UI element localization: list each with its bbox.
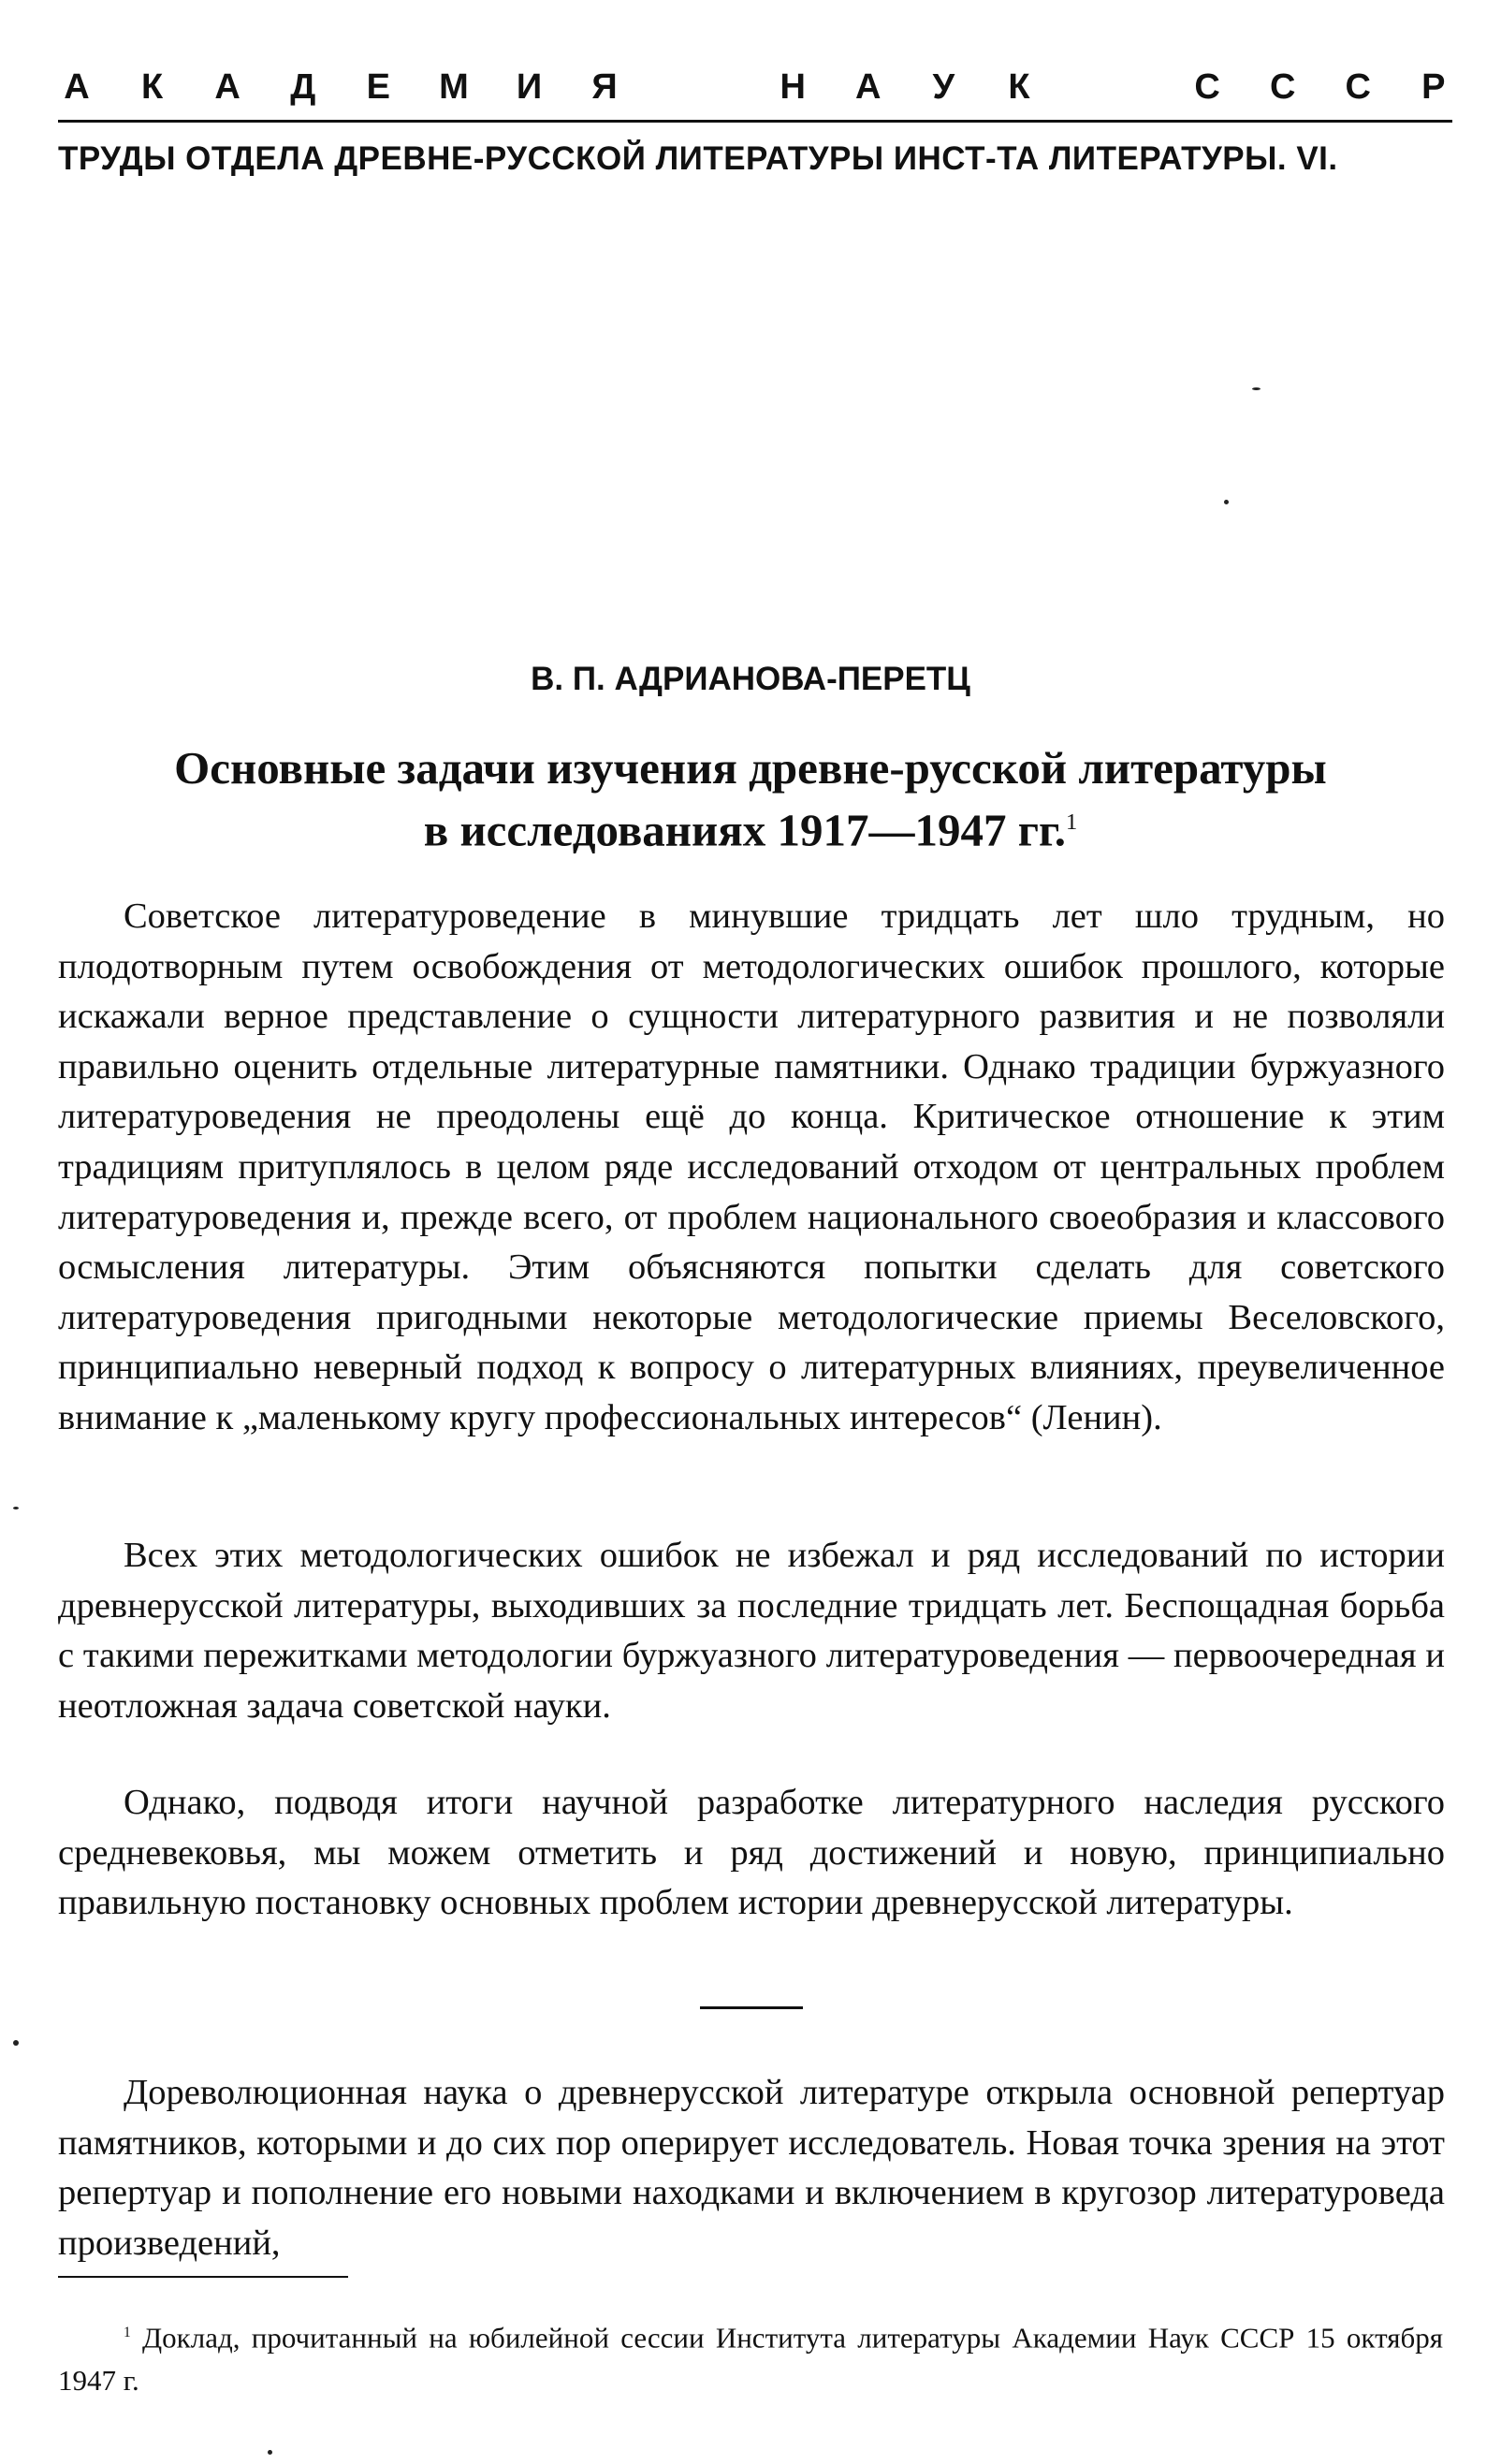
- series-title: ТРУДЫ ОТДЕЛА ДРЕВНЕ-РУССКОЙ ЛИТЕРАТУРЫ ИНСТ-ТА ЛИТЕРАТУРЫ. VI.: [58, 140, 1338, 177]
- scan-speck: [268, 2450, 272, 2455]
- academy-letter: К: [1008, 67, 1030, 107]
- scan-speck: [13, 2040, 19, 2046]
- academy-letter: Е: [366, 67, 390, 107]
- academy-letter: Д: [290, 67, 316, 107]
- title-line-1: Основные задачи изучения древне-русской литературы: [174, 742, 1327, 794]
- author-name: В. П. АДРИАНОВА-ПЕРЕТЦ: [531, 661, 970, 697]
- academy-letter: Н: [780, 67, 806, 107]
- paragraph-1: Советское литературоведение в минувшие тридцать лет шло трудным, но плодотворным путем освобождения от методологических ошибок прошлого, которые искажали верное представление о сущности литературного развития и не позволяли правильно оценить отдельные литературные памятники. Однако традиции буржуазного литературоведения не преодолены ещё до конца. Критическое отношение к этим традициям притуплялось в целом ряде исследований отходом от центральных проблем литературоведения и, прежде всего, от проблем национального своеобразия и классового осмысления литературы. Этим объясняются попытки сделать для советского литературоведения пригодными некоторые методологические приемы Веселовского, принципиально неверный подход к вопросу о литературных влияниях, преувеличенное внимание к „маленькому кругу профессиональных интересов“ (Ленин).: [58, 897, 1445, 1437]
- academy-letter: К: [140, 67, 164, 107]
- word-gap: [662, 67, 736, 108]
- section-divider: [700, 2006, 803, 2009]
- footnote: [58, 2311, 1443, 2402]
- academy-letter: А: [214, 67, 240, 107]
- footnote-marker: 1: [1066, 809, 1078, 835]
- paragraph-4: Дореволюционная наука о древнерусской литературе открыла основной репертуар памятников, которыми и до сих пор оперирует исследователь. Новая точка зрения на этот репертуар и пополнение его новыми находками и включением в кругозор литературоведа произведений,: [58, 2073, 1445, 2263]
- academy-letter: А: [64, 67, 90, 107]
- academy-letter: У: [932, 67, 955, 107]
- academy-letter: М: [439, 67, 469, 107]
- academy-letter: С: [1269, 67, 1296, 107]
- academy-letter: Р: [1421, 67, 1446, 107]
- paragraph-3: Однако, подводя итоги научной разработке литературного наследия русского средневековья, мы можем отметить и ряд достижений и новую, принципиально правильную постановку основных проблем истории древнерусской литературы.: [58, 1783, 1445, 1923]
- title-line-2-text: в исследованиях 1917—1947 гг.: [423, 804, 1066, 856]
- article-title: [58, 741, 1443, 857]
- academy-letter: С: [1345, 67, 1371, 107]
- academy-letter: С: [1194, 67, 1220, 107]
- footnote-number: 1: [124, 2325, 131, 2340]
- footnote-divider: [58, 2276, 348, 2278]
- scan-speck: [13, 1507, 19, 1509]
- academy-letter: Я: [591, 67, 618, 107]
- word-gap: [1076, 67, 1151, 108]
- footnote-text: Доклад, прочитанный на юбилейной сессии Института литературы Академии Наук СССР 15 октября 1947 г.: [58, 2321, 1443, 2398]
- academy-header: [58, 67, 1452, 108]
- title-line-2: [58, 795, 1443, 857]
- scan-speck: [1224, 500, 1229, 504]
- header-rule: [58, 120, 1452, 123]
- scan-speck: [1252, 387, 1261, 390]
- academy-letter: И: [516, 67, 543, 107]
- academy-letter: А: [855, 67, 882, 107]
- paragraph-2: Всех этих методологических ошибок не избежал и ряд исследований по истории древнерусской литературы, выходивших за последние тридцать лет. Беспощадная борьба с такими пережитками методологии буржуазного литературоведения — первоочередная и неотложная задача советской науки.: [58, 1536, 1445, 1726]
